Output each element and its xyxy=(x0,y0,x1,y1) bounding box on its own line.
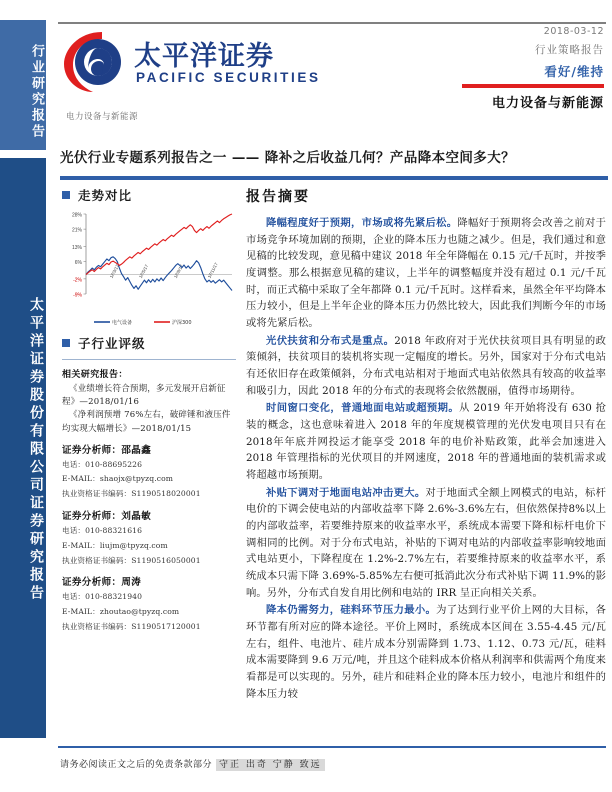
svg-text:电气设备: 电气设备 xyxy=(112,320,133,326)
footer-divider xyxy=(58,746,606,749)
analyst-email: E-MAIL：shaojx@tpyzq.com xyxy=(62,474,174,484)
analyst-email: E-MAIL：zhoutao@tpyzq.com xyxy=(62,607,180,617)
analyst-role-label: 证券分析师： xyxy=(62,577,122,589)
analyst-license: 执业资格证书编码：S1190516050001 xyxy=(62,555,201,565)
svg-text:6%: 6% xyxy=(74,259,82,266)
sidebar-label-top: 行业研究报告 xyxy=(29,44,44,140)
analyst-phone: 电话：010-88321940 xyxy=(62,592,143,602)
svg-text:17/8/17: 17/8/17 xyxy=(172,263,185,280)
company-logo xyxy=(62,28,321,100)
report-type: 行业策略报告 xyxy=(535,44,604,56)
left-divider xyxy=(62,359,236,360)
analyst-block xyxy=(62,508,236,568)
header-sector-subtitle: 电力设备与新能源 xyxy=(66,112,139,122)
paragraph-body: 为了达到行业平价上网的大目标，各环节都有所对应的降本途径。平价上网时，系统成本区间在 3.55-4.45 元/瓦左右，组件、电池片、硅片成本分别需降到 1.73、1.12、0.73 元/瓦，硅料成本需要降到 9.6 万元/吨，并且这个硅料成本价格从利润率和供需两个角度来看都是可以实现的。另外，硅片和硅料企业的降本压力较小，电池片和组件的降本压力较 xyxy=(246,604,606,700)
svg-text:17/3/17: 17/3/17 xyxy=(108,263,121,280)
sector-name: 电力设备与新能源 xyxy=(491,95,604,111)
related-report-item[interactable]: 《净利润预增 76%左右，破碎锤和液压件均实现大幅增长》—2018/01/15 xyxy=(62,410,231,434)
svg-text:17/5/17: 17/5/17 xyxy=(137,263,150,280)
svg-text:28%: 28% xyxy=(71,212,82,219)
analyst-name-value: 周涛 xyxy=(121,577,142,589)
analyst-block xyxy=(62,442,236,502)
pacific-securities-logo-icon xyxy=(62,30,128,94)
abstract-paragraph xyxy=(246,400,606,483)
svg-text:-9%: -9% xyxy=(73,292,82,299)
paragraph-lede: 时间窗口变化，普通地面电站或超预期。 xyxy=(266,402,460,415)
analyst-name xyxy=(62,574,236,588)
paragraph-body: 2018 年政府对于光伏扶贫项目具有明显的政策倾斜，扶贫项目的装机将实现一定幅度的增长。另外，国家对于分布式电站有还依旧存在政策倾斜，分布式电站相对于地面式电站依然具有较高的收益率和吸引力，因此 2018 年的分布式的表现将会依然靓丽，值得市场期待。 xyxy=(246,334,606,397)
footer-disclaimer: 请务必阅读正文之后的免责条款部分 xyxy=(60,760,213,770)
abstract-paragraph xyxy=(246,602,606,702)
abstract-paragraph xyxy=(246,485,606,602)
analyst-name xyxy=(62,508,236,522)
svg-text:沪深300: 沪深300 xyxy=(172,320,192,326)
svg-text:13%: 13% xyxy=(71,244,82,251)
svg-text:17/11/17: 17/11/17 xyxy=(206,261,219,280)
title-divider xyxy=(60,176,608,180)
left-column xyxy=(62,186,236,635)
square-bullet-icon xyxy=(62,191,70,199)
related-reports-title: 相关研究报告： xyxy=(62,370,128,380)
analyst-block xyxy=(62,574,236,634)
page-title: 光伏行业专题系列报告之一 —— 降补之后收益几何？产品降本空间多大？ xyxy=(60,150,515,166)
trend-section-header xyxy=(62,186,236,204)
report-date: 2018-03-12 xyxy=(543,26,604,37)
paragraph-lede: 降幅程度好于预期，市场或将先紧后松。 xyxy=(266,217,458,229)
analyst-name-value: 邵晶鑫 xyxy=(121,444,152,456)
rating-section-header xyxy=(62,334,236,352)
logo-text-cn: 太平洋证券 xyxy=(134,41,274,72)
rating-section-title: 子行业评级 xyxy=(78,336,146,351)
svg-text:21%: 21% xyxy=(71,227,82,234)
analyst-phone: 电话：010-88321616 xyxy=(62,526,143,536)
rating-underline xyxy=(462,84,604,88)
sidebar-label-bottom: 太平洋证券股份有限公司证券研究报告 xyxy=(28,297,44,603)
rating-badge: 看好/维持 xyxy=(544,64,604,79)
footer-motto: 守正 出奇 宁静 致远 xyxy=(216,759,325,771)
analyst-email: E-MAIL：liujm@tpyzq.com xyxy=(62,540,168,550)
svg-text:-2%: -2% xyxy=(73,277,82,284)
footer xyxy=(60,757,608,770)
trend-section-title: 走势对比 xyxy=(78,188,133,203)
analyst-phone: 电话：010-88695226 xyxy=(62,459,143,469)
analyst-license: 执业资格证书编码：S1190518020001 xyxy=(62,489,201,499)
related-report-item[interactable]: 《业绩增长符合预期，多元发展开启新征程》—2018/01/16 xyxy=(62,384,226,408)
paragraph-body: 降幅好于预期将会改善之前对于市场竞争环境加剧的预期，企业的降本压力也随之减少。但是，我们通过和意见稿的比较发现，意见稿中建议 2018 年全年降幅在 0.15 元/千瓦时，并按季度调整。那么根据意见稿的建议，上半年的调整幅度并没有超过 0.1 元/千瓦时，而正式稿中采取了全年都降 0.1 元/千瓦时。这样看来，虽然全年平均降本压力较小，但是上半年企业的降本压力仍然比较大，因此我们判断今年的市场或将先紧后松。 xyxy=(246,217,606,330)
analyst-license: 执业资格证书编码：S1190517120001 xyxy=(62,622,201,632)
abstract-column xyxy=(246,186,606,703)
trend-comparison-chart xyxy=(62,208,236,328)
abstract-paragraph xyxy=(246,333,606,400)
paragraph-body: 从 2019 年开始将没有 630 抢装的概念，这也意味着进入 2018 年的年度规模管理的光伏发电项目只有在2018年年底并网投运才能享受 2018 年的电价补贴政策，此举会加速进入 2018 年管理指标的光伏项目的并网速度，2018 年的普通地面的装机需求或将超越市场预期。 xyxy=(246,402,606,482)
header-divider xyxy=(58,22,606,24)
analyst-role-label: 证券分析师： xyxy=(62,444,122,456)
square-bullet-icon xyxy=(62,339,70,347)
abstract-paragraph xyxy=(246,215,606,332)
paragraph-lede: 补贴下调对于地面电站冲击更大。 xyxy=(266,486,426,499)
paragraph-body: 对于地面式全额上网模式的电站，标杆电价的下调会使电站的内部收益率下降 2.6%-3.6%左右，但依然保持8%以上的内部收益率，若要维持原来的收益率水平，系统成本需要下降和标杆电价下调相同的比例。对于分布式电站，补贴的下调对电站的内部收益率影响较地面式电站更小，下降程度在 1.2%-2.7%左右，若要维持原来的收益率水平，系统成本只需下降 3.69%-5.85%左右便可抵消此次分布式补贴下调 11.9%的影响。另外，分布式自发自用比例和电站的 IRR 呈正向相关关系。 xyxy=(246,486,606,599)
logo-text-en: PACIFIC SECURITIES xyxy=(136,70,321,85)
analyst-role-label: 证券分析师： xyxy=(62,511,122,523)
analyst-name-value: 刘晶敏 xyxy=(121,511,152,523)
header-meta xyxy=(304,26,604,111)
paragraph-lede: 降本仍需努力，硅料环节压力最小。 xyxy=(266,604,437,617)
analyst-name xyxy=(62,442,236,456)
abstract-heading: 报告摘要 xyxy=(246,189,310,205)
paragraph-lede: 光伏扶贫和分布式是重点。 xyxy=(266,334,395,347)
